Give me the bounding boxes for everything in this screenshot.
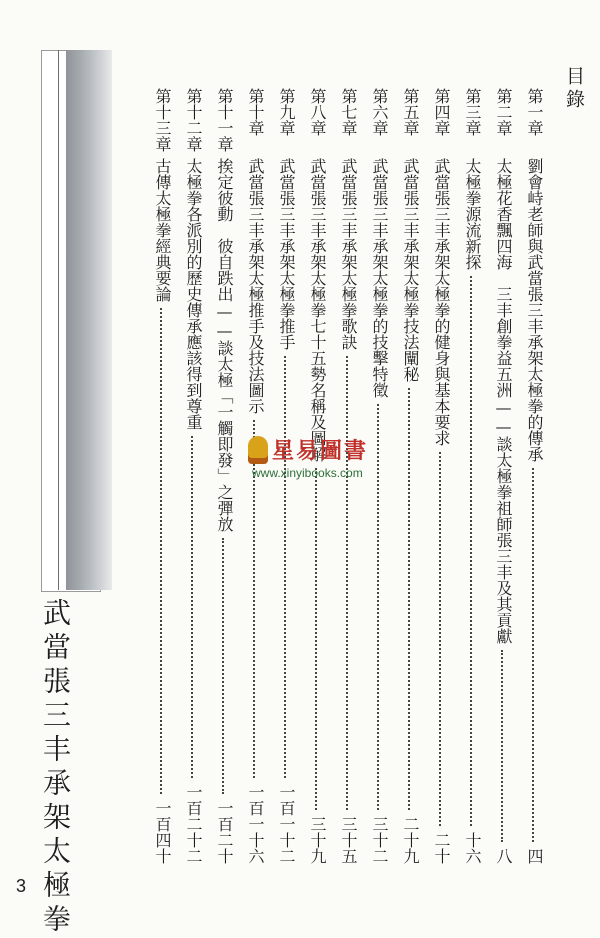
toc-entry[interactable]: [456, 88, 486, 864]
book-title: 武當張三丰承架太極拳: [39, 598, 72, 938]
toc-chapter-title: 古傳太極拳經典要論: [153, 158, 172, 302]
toc-chapter-title: 劉會峙老師與武當張三丰承架太極拳的傳承: [525, 158, 544, 462]
toc-leader-dots: [222, 538, 224, 794]
toc-chapter-title: 挨定彼動 彼自跌出——談太極「一觸即發」之彈放: [215, 158, 234, 532]
toc-leader-dots: [191, 436, 193, 778]
toc-entry[interactable]: [146, 88, 176, 864]
toc-page-number: 二十九: [401, 816, 420, 864]
toc-page-number: 一百二十: [215, 800, 234, 864]
toc-page-number: 十六: [463, 832, 482, 864]
toc-chapter-title: 太極花香飄四海 三丰創拳益五洲——談太極拳祖師張三丰及其貢獻: [494, 158, 513, 644]
page-number: 3: [16, 876, 27, 896]
toc-chapter-number: 第八章: [308, 88, 327, 136]
toc-chapter-number: 第四章: [432, 88, 451, 136]
watermark-text: 星易圖書: [272, 439, 369, 464]
toc-chapter-number: 第十三章: [153, 88, 172, 152]
toc-leader-dots: [284, 356, 286, 778]
toc-entry[interactable]: [518, 88, 548, 864]
toc-page-number: 二十: [432, 832, 451, 864]
toc-leader-dots: [315, 468, 317, 810]
watermark: [248, 434, 368, 465]
toc-chapter-number: 第二章: [494, 88, 513, 136]
toc-chapter-title: 太極拳各派別的歷史傳承應該得到尊重: [184, 158, 203, 430]
toc-chapter-number: 第七章: [339, 88, 358, 136]
toc-page-number: 一百二十二: [184, 784, 203, 864]
toc-chapter-title: 武當張三丰承架太極拳歌訣: [339, 158, 358, 350]
toc-leader-dots: [346, 356, 348, 810]
toc-chapter-title: 武當張三丰承架太極拳的健身與基本要求: [432, 158, 451, 446]
toc-leader-dots: [408, 388, 410, 810]
toc-chapter-number: 第六章: [370, 88, 389, 136]
decorative-band-line: [58, 50, 59, 590]
toc-entry[interactable]: [363, 88, 393, 864]
toc-entry[interactable]: [425, 88, 455, 864]
toc-entry[interactable]: [177, 88, 207, 864]
toc-chapter-number: 第十二章: [184, 88, 203, 152]
toc-page-number: 四: [525, 848, 544, 864]
toc-chapter-number: 第三章: [463, 88, 482, 136]
toc-chapter-title: 武當張三丰承架太極推手及技法圖示: [246, 158, 265, 414]
toc-leader-dots: [160, 308, 162, 794]
toc-chapter-title: 太極拳源流新探: [463, 158, 482, 270]
toc-page-number: 八: [494, 848, 513, 864]
toc-chapter-title: 武當張三丰承架太極拳推手: [277, 158, 296, 350]
watermark-logo-icon: [248, 436, 268, 464]
toc-page-number: 一百一十六: [246, 784, 265, 864]
toc-page-number: 三十九: [308, 816, 327, 864]
watermark-url: www.xinyibooks.com: [252, 466, 363, 480]
toc-leader-dots: [377, 404, 379, 810]
toc-entry[interactable]: [394, 88, 424, 864]
toc-page-number: 一百一十二: [277, 784, 296, 864]
toc-chapter-number: 第九章: [277, 88, 296, 136]
toc-page-number: 三十二: [370, 816, 389, 864]
decorative-band-shade: [66, 50, 112, 590]
toc-entry[interactable]: [208, 88, 238, 864]
toc-heading: 目錄: [563, 66, 585, 112]
toc-chapter-number: 第五章: [401, 88, 420, 136]
toc-leader-dots: [532, 468, 534, 842]
toc-entry[interactable]: [487, 88, 517, 864]
toc-chapter-title: 武當張三丰承架太極拳技法闡秘: [401, 158, 420, 382]
toc-leader-dots: [501, 650, 503, 842]
toc-chapter-number: 第十章: [246, 88, 265, 136]
toc-chapter-number: 第一章: [525, 88, 544, 136]
toc-leader-dots: [470, 276, 472, 826]
toc-chapter-title: 武當張三丰承架太極拳的技擊特徵: [370, 158, 389, 398]
toc-chapter-title: 武當張三丰承架太極拳七十五勢名稱及圖解: [308, 158, 327, 462]
toc-leader-dots: [439, 452, 441, 826]
toc-chapter-number: 第十一章: [215, 88, 234, 152]
toc-page-number: 三十五: [339, 816, 358, 864]
toc-page-number: 一百四十: [153, 800, 172, 864]
